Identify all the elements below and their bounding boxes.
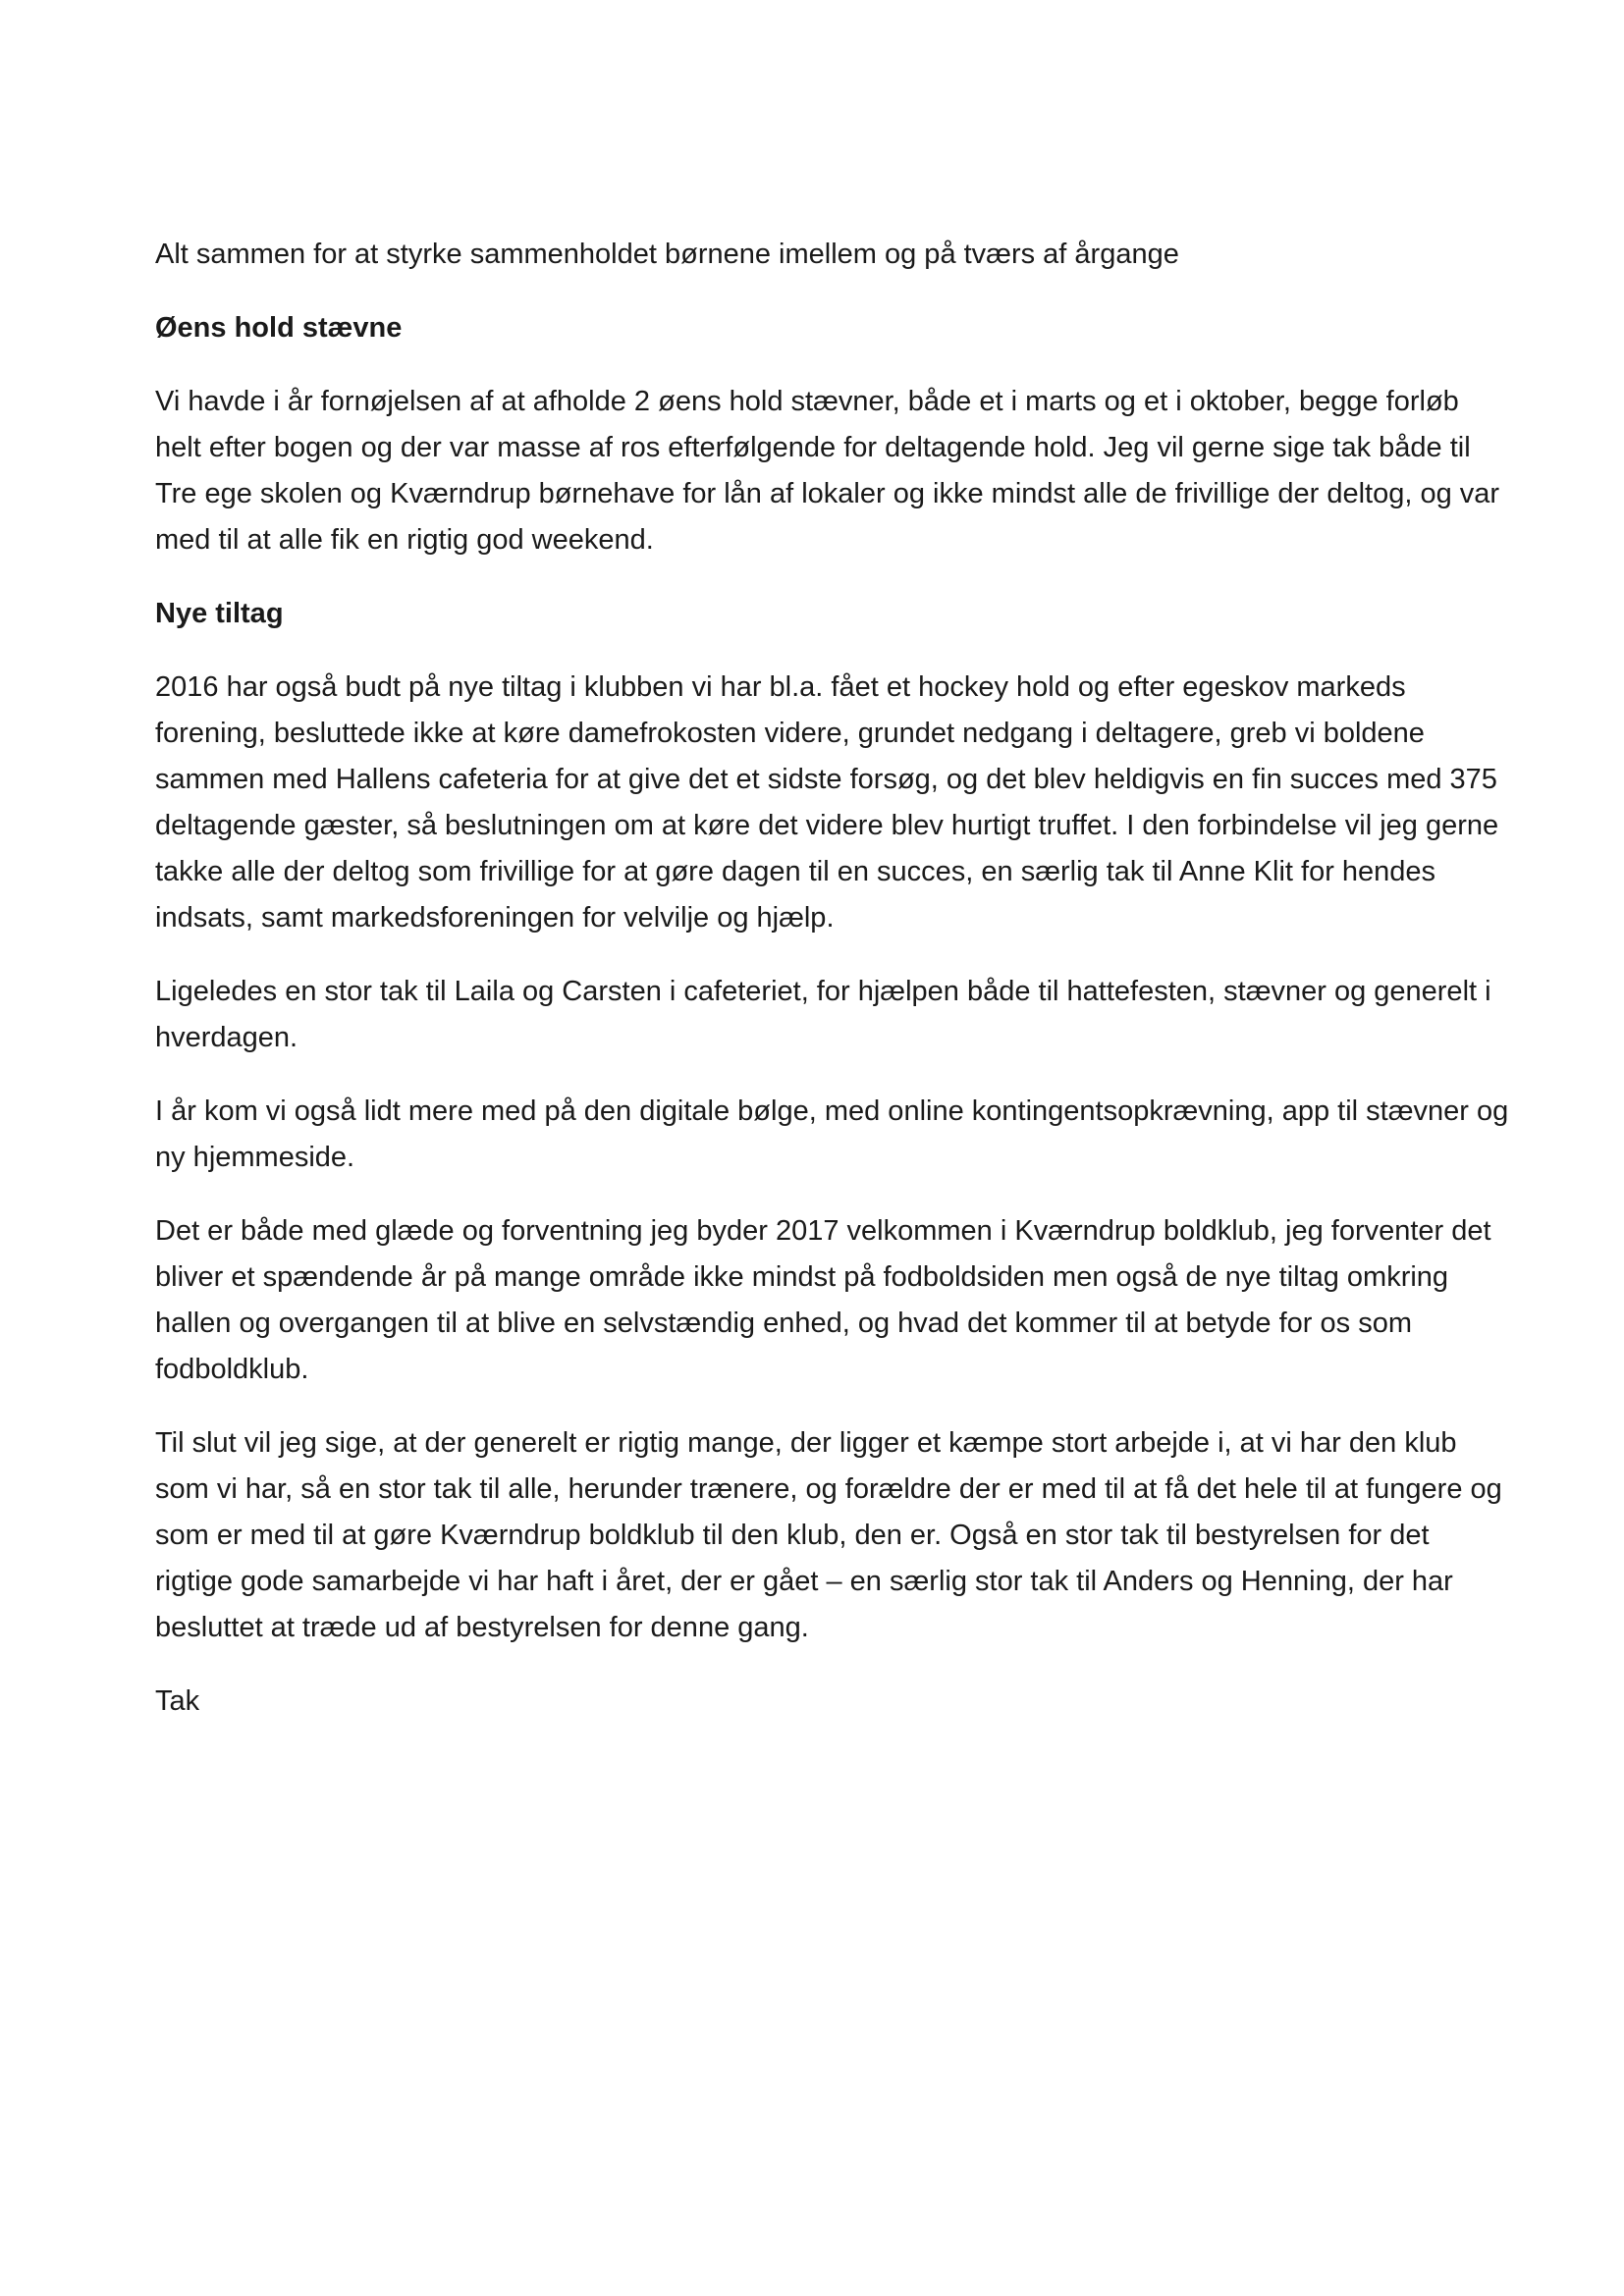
cafeteria-thanks-paragraph: Ligeledes en stor tak til Laila og Carsten i cafeteriet, for hjælpen både til hattefesten, stævner og generelt i hverdagen. xyxy=(155,976,1491,1053)
closing-text: Tak xyxy=(155,1685,200,1717)
outlook-2017-paragraph: Det er både med glæde og forventning jeg byder 2017 velkommen i Kværndrup boldklub, jeg forventer det bliver et spændende år på mange område ikke mindst på fodboldsiden men også de nye tiltag omkring hallen og overgangen til at blive en selvstændig enhed, og hvad det kommer til at betyde for os som fodboldklub. xyxy=(155,1215,1491,1385)
oens-hold-paragraph: Vi havde i år fornøjelsen af at afholde 2 øens hold stævner, både et i marts og et i oktober, begge forløb helt efter bogen og der var masse af ros efterfølgende for deltagende hold. Jeg vil gerne sige tak både til Tre ege skolen og Kværndrup børnehave for lån af lokaler og ikke mindst alle de frivillige der deltog, og var med til at alle fik en rigtig god weekend. xyxy=(155,386,1500,556)
document-body xyxy=(155,232,1510,1752)
intro-paragraph: Alt sammen for at styrke sammenholdet børnene imellem og på tværs af årgange xyxy=(155,239,1179,270)
section-heading-nye-tiltag: Nye tiltag xyxy=(155,598,284,629)
section-heading-oens-hold-staevne: Øens hold stævne xyxy=(155,312,403,344)
digital-paragraph: I år kom vi også lidt mere med på den digitale bølge, med online kontingentsopkrævning, app til stævner og ny hjemmeside. xyxy=(155,1095,1509,1173)
nye-tiltag-paragraph: 2016 har også budt på nye tiltag i klubben vi har bl.a. fået et hockey hold og efter egeskov markeds forening, besluttede ikke at køre damefrokosten videre, grundet nedgang i deltagere, greb vi boldene sammen med Hallens cafeteria for at give det et sidste forsøg, og det blev heldigvis en fin succes med 375 deltagende gæster, så beslutningen om at køre det videre blev hurtigt truffet. I den forbindelse vil jeg gerne takke alle der deltog som frivillige for at gøre dagen til en succes, en særlig tak til Anne Klit for hendes indsats, samt markedsforeningen for velvilje og hjælp. xyxy=(155,671,1499,934)
final-thanks-paragraph: Til slut vil jeg sige, at der generelt er rigtig mange, der ligger et kæmpe stort arbejde i, at vi har den klub som vi har, så en stor tak til alle, herunder trænere, og forældre der er med til at få det hele til at fungere og som er med til at gøre Kværndrup boldklub til den klub, den er. Også en stor tak til bestyrelsen for det rigtige gode samarbejde vi har haft i året, der er gået – en særlig stor tak til Anders og Henning, der har besluttet at træde ud af bestyrelsen for denne gang. xyxy=(155,1427,1502,1643)
